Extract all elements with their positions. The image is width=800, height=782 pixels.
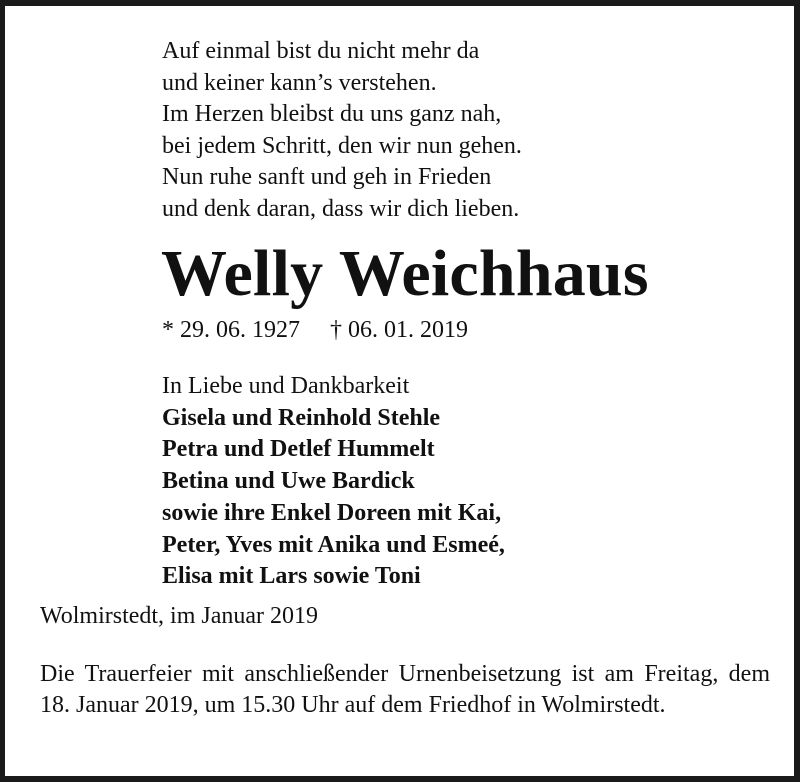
mourner-line: sowie ihre Enkel Doreen mit Kai, xyxy=(162,499,502,526)
birth-date: * 29. 06. 1927 xyxy=(162,317,300,343)
poem-line: Im Herzen bleibst du uns ganz nah, xyxy=(162,101,502,127)
mourners-list xyxy=(162,403,505,593)
mourner-line: Betina und Uwe Bardick xyxy=(162,468,415,495)
poem-line: Nun ruhe sanft und geh in Frieden xyxy=(162,164,492,190)
poem xyxy=(162,36,522,225)
mourner-line: Petra und Detlef Hummelt xyxy=(162,436,435,463)
mourners-block xyxy=(162,371,505,593)
deceased-name: Welly Weichhaus xyxy=(161,237,649,310)
mourner-line: Peter, Yves mit Anika und Esmeé, xyxy=(162,531,505,558)
place-and-date: Wolmirstedt, im Januar 2019 xyxy=(40,603,319,629)
poem-line: und denk daran, dass wir dich lieben. xyxy=(162,195,520,222)
funeral-notice: Die Trauerfeier mit anschließender Urnenbeisetzung ist am Freitag, dem 18. Januar 2019, um 15.30 Uhr auf dem Friedhof in Wolmirstedt. xyxy=(40,661,770,718)
poem-line: Auf einmal bist du nicht mehr da xyxy=(162,38,480,64)
poem-line: und keiner kann’s verstehen. xyxy=(162,69,437,96)
poem-line: bei jedem Schritt, den wir nun gehen. xyxy=(162,132,522,159)
mourner-line: Gisela und Reinhold Stehle xyxy=(162,404,441,431)
mourner-line: Elisa mit Lars sowie Toni xyxy=(162,563,421,590)
mourners-intro: In Liebe und Dankbarkeit xyxy=(162,373,410,399)
death-date: † 06. 01. 2019 xyxy=(330,317,468,343)
life-dates xyxy=(162,315,468,345)
